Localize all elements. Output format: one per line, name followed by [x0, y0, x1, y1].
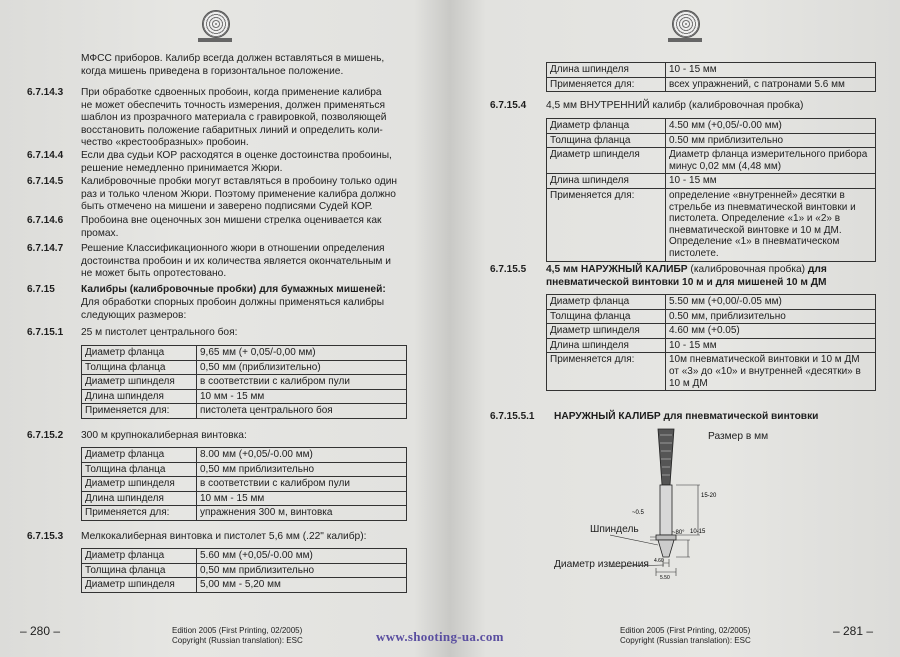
table-row: [547, 133, 876, 148]
row-value: в соответствии с калибром пули: [197, 375, 407, 390]
row-label: Применяется для:: [547, 77, 666, 92]
table-row: [547, 324, 876, 339]
table-row: [82, 506, 407, 521]
row-value: Диаметр фланца измерительного прибора минус 0,02 мм (4,48 мм): [666, 148, 876, 174]
subsection-number: 6.7.15.5.1: [490, 411, 535, 422]
table-row: [547, 119, 876, 134]
section-title: Калибры (калибровочные пробки) для бумажных мишеней:: [81, 284, 386, 295]
dim-label: ~80°: [672, 530, 685, 536]
item-line: раз и только членом Жюри. Поэтому применение калибра должно: [81, 188, 396, 200]
dim-label: 10-15: [690, 529, 706, 535]
row-label: Диаметр шпинделя: [547, 324, 666, 339]
row-value: 9,65 мм (+ 0,05/-0,00 мм): [197, 346, 407, 361]
logo-caption: [668, 38, 702, 42]
title-bold: для: [807, 264, 827, 275]
row-label: Диаметр фланца: [547, 119, 666, 134]
gauge-diagram: [610, 425, 730, 580]
row-label: Применяется для:: [82, 506, 197, 521]
table-row: [547, 353, 876, 391]
row-value: определение «внутренней» десятки в стрельбе из пневматической винтовки и пистолета. Определение «1» и «2» в пневматической винтовке и 10 м ДМ. Определение «1» в пневматическом пистолете.: [666, 188, 876, 261]
row-label: Диаметр шпинделя: [82, 375, 197, 390]
measure-label: Диаметр измерения: [554, 559, 649, 570]
row-label: Длина шпинделя: [547, 63, 666, 78]
item-line: промах.: [81, 227, 119, 239]
row-value: пистолета центрального боя: [197, 404, 407, 419]
gauge-spindle: [658, 540, 674, 557]
table-row: [547, 174, 876, 189]
target-logo-icon: [672, 10, 700, 38]
section-number: 6.7.15: [27, 284, 55, 295]
intro-line: когда мишень приведена в горизонтальное положение.: [81, 66, 344, 77]
table-row: [547, 295, 876, 310]
row-value: 10 мм - 15 мм: [197, 491, 407, 506]
table-row: [82, 448, 407, 463]
row-value: 10 - 15 мм: [666, 63, 876, 78]
item-line: Калибровочные пробки могут вставляться в пробоину только один: [81, 176, 398, 187]
right-page: [450, 0, 900, 657]
table-row: [82, 375, 407, 390]
row-label: Толщина фланца: [547, 133, 666, 148]
row-label: Толщина фланца: [82, 462, 197, 477]
table-row: [82, 462, 407, 477]
page-number: – 281 –: [833, 624, 874, 638]
row-label: Толщина фланца: [547, 309, 666, 324]
spec-table: [546, 62, 876, 92]
item-number: 6.7.14.3: [27, 87, 64, 98]
footer-edition: Edition 2005 (First Printing, 02/2005): [620, 626, 751, 635]
row-label: Применяется для:: [547, 353, 666, 391]
subsection-number: 6.7.15.2: [27, 430, 64, 441]
dim-line: [676, 540, 690, 557]
table-row: [82, 389, 407, 404]
row-label: Диаметр фланца: [82, 346, 197, 361]
footer-copyright: Copyright (Russian translation): ESC: [172, 636, 303, 645]
dim-label: 4.60: [654, 558, 664, 564]
subsection-number: 6.7.15.4: [490, 100, 527, 111]
subsection-title: НАРУЖНЫЙ КАЛИБР для пневматической винтовки: [554, 411, 819, 422]
row-value: 4.60 мм (+0.05): [666, 324, 876, 339]
table-row: [82, 404, 407, 419]
item-number: 6.7.14.5: [27, 176, 64, 187]
item-line: не может обеспечить точность измерения, должен применяться: [81, 99, 385, 111]
section-line: следующих размеров:: [81, 310, 187, 321]
row-label: Длина шпинделя: [547, 338, 666, 353]
table-row: [82, 360, 407, 375]
item-line: Пробоина вне оценочных зон мишени стрелка оценивается как: [81, 215, 382, 226]
row-label: Диаметр шпинделя: [82, 477, 197, 492]
row-value: 10 - 15 мм: [666, 174, 876, 189]
subsection-title: 4,5 мм ВНУТРЕННИЙ калибр (калибровочная пробка): [546, 100, 804, 111]
target-logo-icon: [202, 10, 230, 38]
intro-line: МФСС приборов. Калибр всегда должен вставляться в мишень,: [81, 53, 385, 64]
row-label: Применяется для:: [547, 188, 666, 261]
logo-caption: [198, 38, 232, 42]
row-label: Длина шпинделя: [82, 491, 197, 506]
footer-edition: Edition 2005 (First Printing, 02/2005): [172, 626, 303, 635]
item-number: 6.7.14.4: [27, 150, 64, 161]
row-label: Длина шпинделя: [82, 389, 197, 404]
row-value: 0,50 мм приблизительно: [197, 563, 407, 578]
table-row: [547, 309, 876, 324]
spec-table: [81, 447, 407, 521]
row-value: 5.60 мм (+0,05/-0.00 мм): [197, 549, 407, 564]
row-value: 0.50 мм приблизительно: [666, 133, 876, 148]
leader-line: [610, 565, 664, 568]
footer-copyright: Copyright (Russian translation): ESC: [620, 636, 751, 645]
dim-line: [663, 559, 669, 567]
dim-line: [676, 485, 700, 535]
subsection-title-line2: пневматической винтовки 10 м и для мишеней 10 м ДМ: [546, 277, 827, 288]
table-row: [547, 77, 876, 92]
table-row: [82, 491, 407, 506]
table-row: [82, 549, 407, 564]
spec-table: [81, 345, 407, 419]
item-line: восстановить положение габаритных линий и определить коли-: [81, 124, 383, 136]
row-value: в соответствии с калибром пули: [197, 477, 407, 492]
section-line: Для обработки спорных пробоин должны применяться калибры: [81, 297, 385, 308]
gauge-handle: [658, 429, 674, 485]
row-value: 0.50 мм, приблизительно: [666, 309, 876, 324]
item-line: При обработке сдвоенных пробоин, когда применение калибра: [81, 87, 382, 98]
subsection-title: 25 м пистолет центрального боя:: [81, 327, 238, 338]
spindle-label: Шпиндель: [590, 524, 639, 535]
spec-table: [546, 118, 876, 262]
row-value: 0,50 мм (приблизительно): [197, 360, 407, 375]
subsection-number: 6.7.15.3: [27, 531, 64, 542]
spec-table: [81, 548, 407, 593]
dim-line: [650, 537, 656, 540]
item-number: 6.7.14.7: [27, 243, 64, 254]
table-row: [547, 148, 876, 174]
subsection-number: 6.7.15.1: [27, 327, 64, 338]
spec-table: [546, 294, 876, 391]
row-value: всех упражнений, с патронами 5.6 мм: [666, 77, 876, 92]
title-rest: (калибровочная пробка): [687, 264, 808, 275]
dim-label: ~0.5: [632, 510, 644, 516]
subsection-title: 300 м крупнокалиберная винтовка:: [81, 430, 247, 441]
row-label: Диаметр фланца: [82, 448, 197, 463]
dim-label: 5.50: [660, 575, 670, 580]
size-label: Размер в мм: [708, 431, 769, 442]
row-value: 10 мм - 15 мм: [197, 389, 407, 404]
table-row: [547, 63, 876, 78]
subsection-title: [546, 264, 827, 277]
row-value: 4.50 мм (+0,05/-0.00 мм): [666, 119, 876, 134]
row-label: Диаметр фланца: [547, 295, 666, 310]
watermark: www.shooting-ua.com: [376, 629, 504, 644]
item-line: достоинства пробоин и их количества является окончательным и: [81, 255, 391, 267]
item-line: решение немедленно принимается Жюри.: [81, 162, 283, 174]
row-label: Диаметр шпинделя: [547, 148, 666, 174]
row-value: 10 - 15 мм: [666, 338, 876, 353]
subsection-title: Мелкокалиберная винтовка и пистолет 5,6 мм (.22" калибр):: [81, 531, 367, 542]
row-value: 0,50 мм приблизительно: [197, 462, 407, 477]
row-value: 5.50 мм (+0,00/-0.05 мм): [666, 295, 876, 310]
row-value: 5,00 мм - 5,20 мм: [197, 578, 407, 593]
subsection-number: 6.7.15.5: [490, 264, 527, 275]
item-number: 6.7.14.6: [27, 215, 64, 226]
item-line: Решение Классификационного жюри в отношении определения: [81, 243, 385, 254]
table-row: [547, 188, 876, 261]
gauge-body: [660, 485, 672, 535]
row-value: 8.00 мм (+0,05/-0.00 мм): [197, 448, 407, 463]
table-row: [82, 563, 407, 578]
leader-line: [610, 533, 658, 545]
page-number: – 280 –: [20, 624, 61, 638]
row-label: Длина шпинделя: [547, 174, 666, 189]
item-line: не может быть опротестовано.: [81, 268, 227, 280]
item-line: шаблон из прозрачного материала с гравировкой, позволяющей: [81, 112, 387, 124]
table-row: [82, 346, 407, 361]
dim-label: 15-20: [701, 493, 717, 499]
item-line: чество «крестообразных» пробоин.: [81, 137, 249, 149]
table-row: [82, 578, 407, 593]
row-label: Применяется для:: [82, 404, 197, 419]
table-row: [82, 477, 407, 492]
row-label: Толщина фланца: [82, 563, 197, 578]
item-line: Если два судьи КОР расходятся в оценке достоинства пробоины,: [81, 150, 392, 161]
table-row: [547, 338, 876, 353]
row-value: 10м пневматической винтовки и 10 м ДМ от «3» до «10» и внутренней «десятки» в 10 м ДМ: [666, 353, 876, 391]
title-bold: 4,5 мм НАРУЖНЫЙ КАЛИБР: [546, 264, 688, 275]
row-label: Диаметр шпинделя: [82, 578, 197, 593]
row-label: Диаметр фланца: [82, 549, 197, 564]
row-value: упражнения 300 м, винтовка: [197, 506, 407, 521]
row-label: Толщина фланца: [82, 360, 197, 375]
item-line: быть отмечено на мишени и заверено подписями Судей КОР.: [81, 201, 373, 213]
